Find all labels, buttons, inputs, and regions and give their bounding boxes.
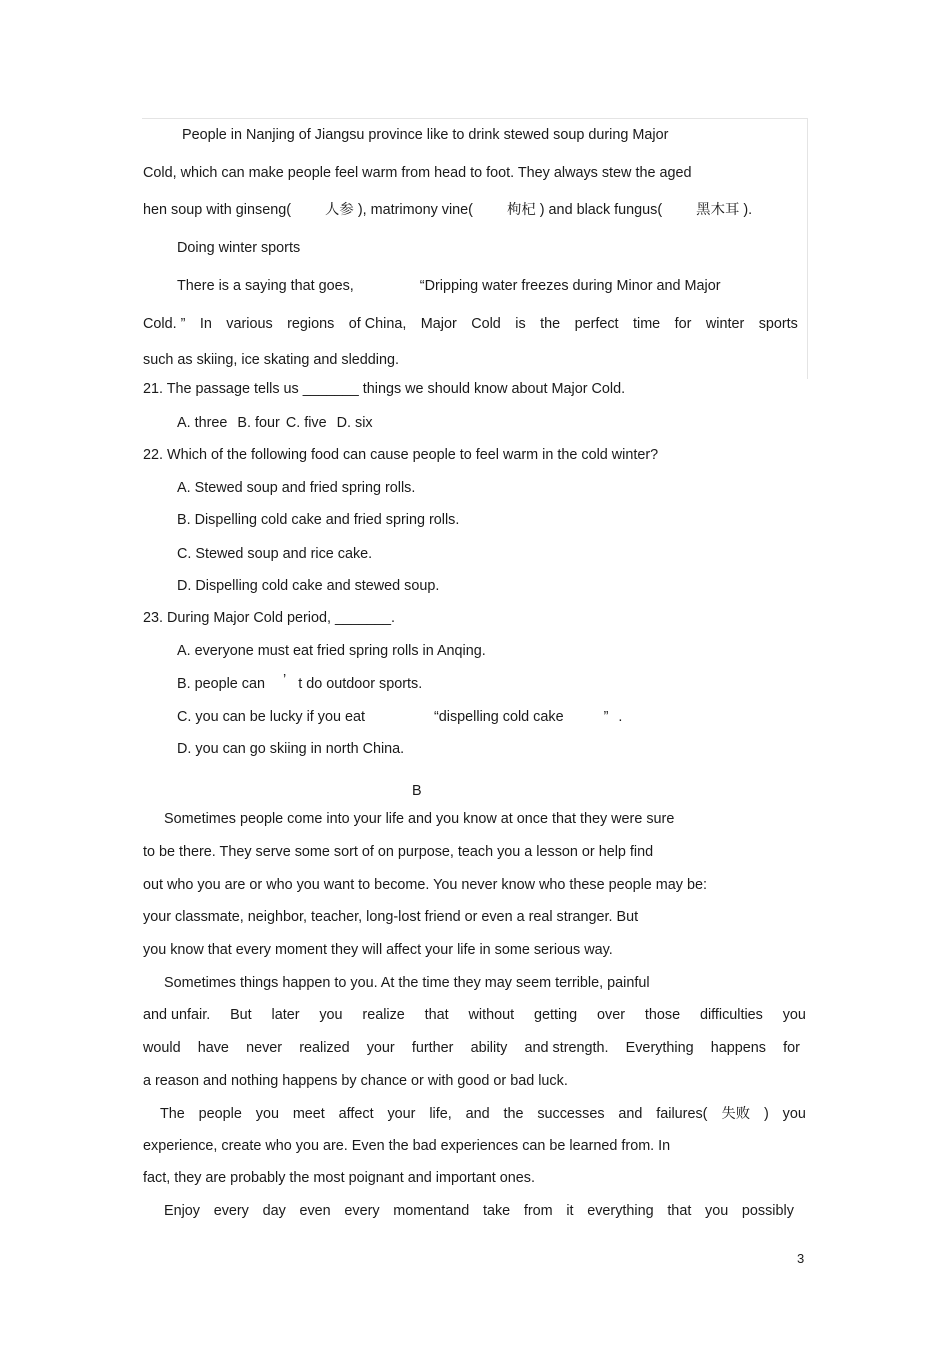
passage-a-quote: “Dripping water freezes during Minor and Major	[419, 278, 721, 294]
word: realize	[362, 1007, 405, 1023]
option: D. Dispelling cold cake and stewed soup.	[177, 578, 440, 594]
word: The	[160, 1106, 185, 1122]
option: A. everyone must eat fried spring rolls in Anqing.	[177, 643, 486, 659]
passage-a-text: ).	[743, 202, 753, 218]
word: you	[255, 1106, 279, 1122]
option: D. you can go skiing in north China.	[177, 741, 405, 757]
passage-a-line	[177, 277, 721, 295]
passage-label: B	[412, 783, 422, 799]
word: you	[705, 1203, 729, 1219]
word: later	[271, 1007, 300, 1023]
passage-b-justified-line	[143, 1039, 800, 1057]
passage-a-text: ), matrimony vine(	[357, 202, 473, 218]
word: it	[566, 1203, 574, 1219]
word: )	[763, 1106, 769, 1122]
word: successes	[537, 1106, 605, 1122]
chinese-gloss: 黑木耳	[696, 202, 740, 218]
word: getting	[533, 1007, 578, 1023]
option: A. Stewed soup and fried spring rolls.	[177, 480, 416, 496]
word: But	[230, 1007, 252, 1023]
word: from	[523, 1203, 553, 1219]
word: even	[299, 1203, 331, 1219]
word: sports	[758, 316, 798, 332]
word: and	[465, 1106, 490, 1122]
passage-a-justified-line	[143, 315, 798, 333]
chinese-gloss: 人参	[325, 202, 354, 218]
passage-b-line: a reason and nothing happens by chance or with good or bad luck.	[143, 1073, 568, 1089]
page-number: 3	[797, 1251, 805, 1266]
option: B. people can	[177, 676, 266, 692]
passage-b-line: to be there. They serve some sort of on purpose, teach you a lesson or help find	[143, 844, 654, 860]
word: those	[644, 1007, 681, 1023]
passage-a-text: hen soup with ginseng(	[143, 202, 292, 218]
word: momentand	[393, 1203, 470, 1219]
passage-a-line: Cold, which can make people feel warm from head to foot. They always stew the aged	[143, 165, 692, 181]
option: A. three	[177, 415, 228, 431]
option: C. Stewed soup and rice cake.	[177, 546, 373, 562]
question-options-row	[177, 414, 373, 432]
passage-b-line: fact, they are probably the most poignant and important ones.	[143, 1170, 535, 1186]
word: day	[262, 1203, 286, 1219]
word: your	[366, 1040, 395, 1056]
option-c-line	[177, 708, 622, 726]
option-quote: “dispelling cold cake	[433, 709, 564, 725]
passage-a-line-gloss	[143, 201, 752, 219]
word: life,	[429, 1106, 452, 1122]
option: B. Dispelling cold cake and fried spring rolls.	[177, 512, 460, 528]
option-b-line	[177, 672, 423, 693]
word: without	[468, 1007, 515, 1023]
passage-a-text: ) and black fungus(	[539, 202, 663, 218]
word: Major	[420, 316, 457, 332]
word: Enjoy	[164, 1203, 200, 1219]
question-stem: 23. During Major Cold period, _______.	[143, 610, 395, 626]
word: various	[226, 316, 273, 332]
word: is	[515, 316, 526, 332]
word: over	[597, 1007, 626, 1023]
word: that	[424, 1007, 449, 1023]
word: every	[344, 1203, 380, 1219]
word: difficulties	[699, 1007, 763, 1023]
word: you	[319, 1007, 343, 1023]
option-end: .	[618, 709, 623, 725]
option: D. six	[336, 415, 373, 431]
word: the	[503, 1106, 524, 1122]
passage-b-justified-line	[143, 1006, 806, 1024]
word: would	[143, 1040, 181, 1056]
word: that	[667, 1203, 692, 1219]
word: Cold. ”	[143, 316, 186, 332]
chinese-gloss: 失败	[721, 1106, 751, 1122]
word: time	[633, 316, 661, 332]
word: people	[198, 1106, 242, 1122]
passage-b-line: Sometimes things happen to you. At the time they may seem terrible, painful	[164, 975, 650, 991]
passage-b-line: you know that every moment they will affect your life in some serious way.	[143, 942, 613, 958]
word: have	[197, 1040, 229, 1056]
word: and strength.	[524, 1040, 609, 1056]
word: of China,	[348, 316, 407, 332]
word: ability	[470, 1040, 508, 1056]
word: happens	[710, 1040, 766, 1056]
section-heading: Doing winter sports	[177, 240, 301, 256]
word: affect	[338, 1106, 374, 1122]
word: possibly	[741, 1203, 794, 1219]
close-quote: ”	[603, 709, 609, 725]
word: for	[674, 316, 692, 332]
word: Everything	[625, 1040, 694, 1056]
option: B. four	[237, 415, 280, 431]
word: perfect	[574, 316, 619, 332]
word: realized	[299, 1040, 350, 1056]
option: C. you can be lucky if you eat	[177, 709, 365, 725]
passage-b-justified-line	[164, 1202, 794, 1220]
passage-b-justified-line	[160, 1105, 806, 1123]
word: you	[782, 1106, 806, 1122]
word: Cold	[471, 316, 501, 332]
passage-b-line: Sometimes people come into your life and you know at once that they were sure	[164, 811, 675, 827]
word: and unfair.	[143, 1007, 211, 1023]
word: every	[213, 1203, 249, 1219]
word: and	[618, 1106, 643, 1122]
passage-b-line: out who you are or who you want to become. You never know who these people may be:	[143, 877, 707, 893]
word: never	[246, 1040, 283, 1056]
word: regions	[287, 316, 335, 332]
apostrophe: ’	[283, 672, 287, 688]
question-stem: 21. The passage tells us _______ things we should know about Major Cold.	[143, 381, 626, 397]
passage-a-text: There is a saying that goes,	[177, 278, 354, 294]
word: winter	[705, 316, 745, 332]
option: C. five	[285, 415, 327, 431]
word: meet	[292, 1106, 325, 1122]
chinese-gloss: 枸杞	[506, 202, 536, 218]
passage-b-line: experience, create who you are. Even the bad experiences can be learned from. In	[143, 1138, 671, 1154]
word: take	[482, 1203, 511, 1219]
word: for	[783, 1040, 800, 1056]
word: failures(	[656, 1106, 708, 1122]
option-tail: t do outdoor sports.	[298, 676, 423, 692]
passage-a-line: such as skiing, ice skating and sledding.	[143, 352, 399, 368]
word: you	[782, 1007, 806, 1023]
word: further	[411, 1040, 454, 1056]
passage-a-line: People in Nanjing of Jiangsu province like to drink stewed soup during Major	[182, 127, 669, 143]
word: your	[387, 1106, 416, 1122]
passage-b-line: your classmate, neighbor, teacher, long-lost friend or even a real stranger. But	[143, 909, 639, 925]
word: everything	[587, 1203, 654, 1219]
question-stem: 22. Which of the following food can cause people to feel warm in the cold winter?	[143, 447, 659, 463]
word: In	[199, 316, 212, 332]
word: the	[540, 316, 561, 332]
